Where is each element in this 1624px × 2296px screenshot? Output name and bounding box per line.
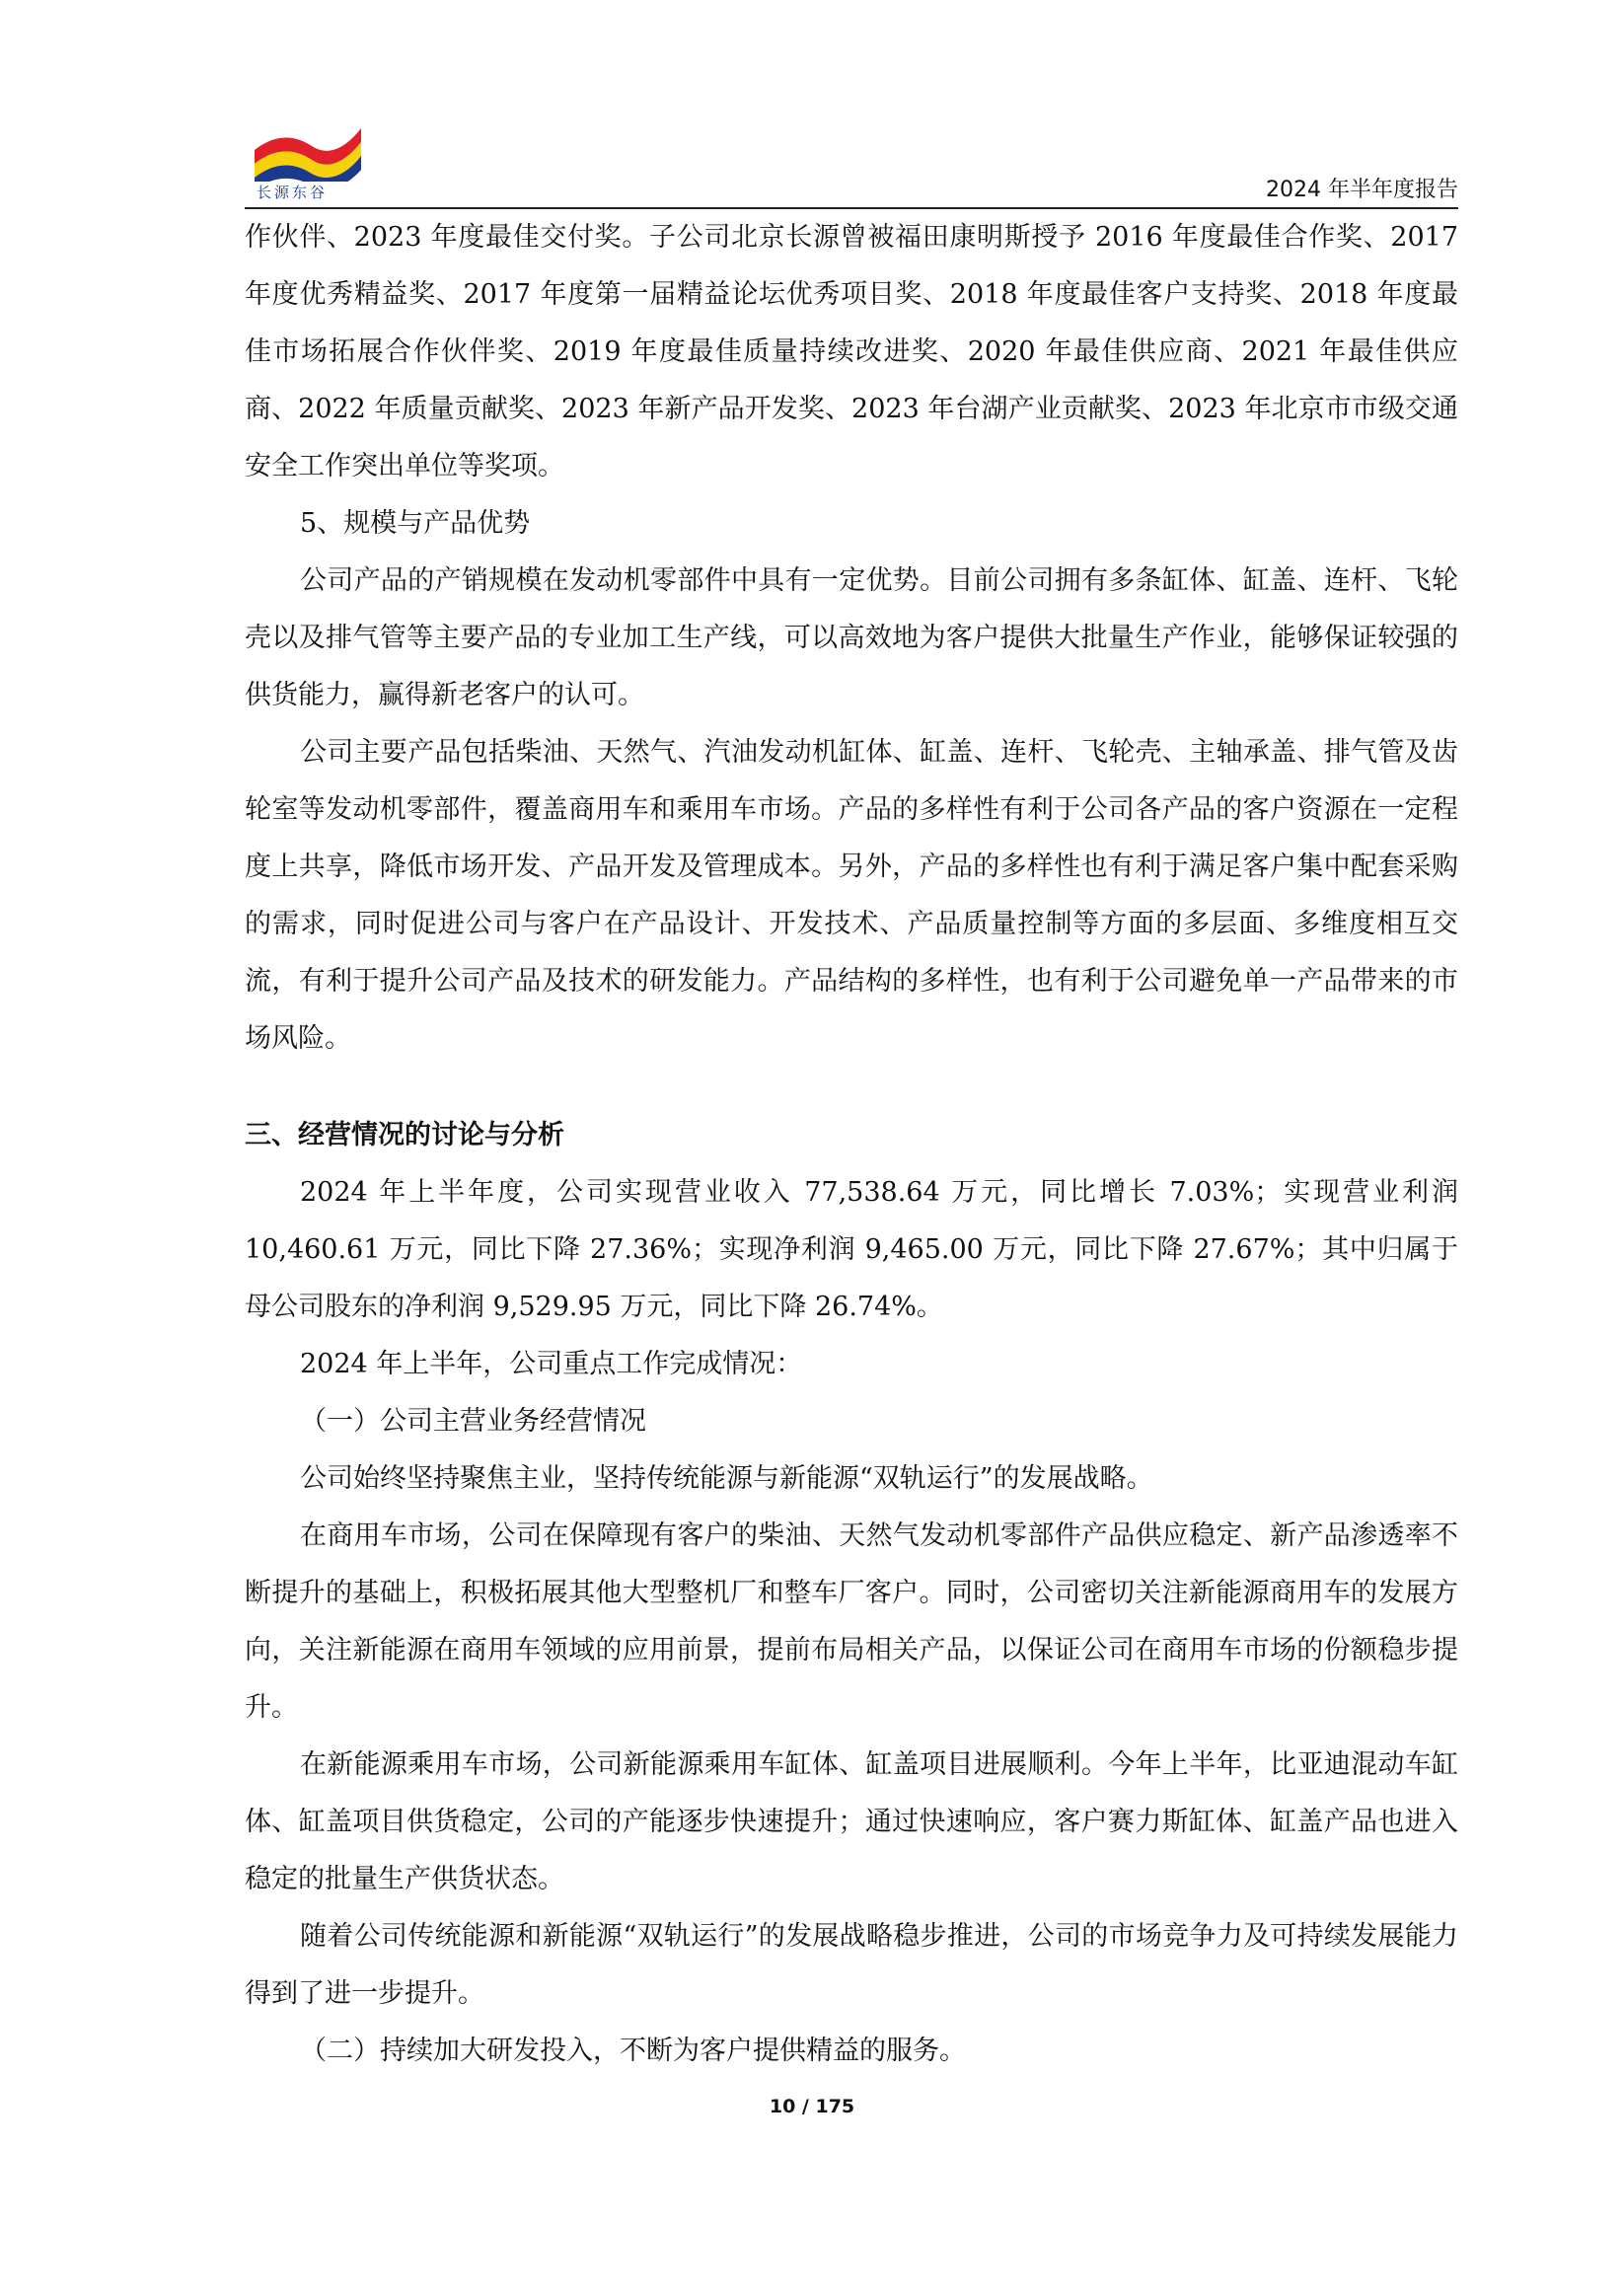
paragraph-commercial-vehicle: 在商用车市场，公司在保障现有客户的柴油、天然气发动机零部件产品供应稳定、新产品渗透率不断提升的基础上，积极拓展其他大型整机厂和整车厂客户。同时，公司密切关注新能源商用车的发展方向，关注新能源在商用车领域的应用前景，提前布局相关产品，以保证公司在商用车市场的份额稳步提升。 — [245, 1520, 1458, 1723]
subheading-scale-advantage: 5、规模与产品优势 — [300, 508, 531, 539]
report-title: 2024 年半年度报告 — [1266, 178, 1458, 202]
logo-graphic — [251, 116, 369, 182]
page-header — [245, 116, 1458, 209]
document-body — [245, 209, 1458, 2080]
paragraph-products: 公司主要产品包括柴油、天然气、汽油发动机缸体、缸盖、连杆、飞轮壳、主轴承盖、排气管及齿轮室等发动机零部件，覆盖商用车和乘用车市场。产品的多样性有利于公司各产品的客户资源在一定程度上共享，降低市场开发、产品开发及管理成本。另外，产品的多样性也有利于满足客户集中配套采购的需求，同时促进公司与客户在产品设计、开发技术、产品质量控制等方面的多层面、多维度相互交流，有利于提升公司产品及技术的研发能力。产品结构的多样性，也有利于公司避免单一产品带来的市场风险。 — [245, 737, 1458, 1054]
paragraph-scale: 公司产品的产销规模在发动机零部件中具有一定优势。目前公司拥有多条缸体、缸盖、连杆、飞轮壳以及排气管等主要产品的专业加工生产线，可以高效地为客户提供大批量生产作业，能够保证较强的供货能力，赢得新老客户的认可。 — [245, 565, 1458, 710]
paragraph-key-work-intro: 2024 年上半年，公司重点工作完成情况： — [300, 1349, 803, 1379]
company-logo — [251, 116, 377, 201]
paragraph-competitiveness: 随着公司传统能源和新能源“双轨运行”的发展战略稳步推进，公司的市场竞争力及可持续发展能力得到了进一步提升。 — [245, 1921, 1458, 2009]
section-title-operations: 三、经营情况的讨论与分析 — [245, 1120, 564, 1150]
paragraph-financial-results: 2024 年上半年度，公司实现营业收入 77,538.64 万元，同比增长 7.03%；实现营业利润 10,460.61 万元，同比下降 27.36%；实现净利润 9,465.00 万元，同比下降 27.67%；其中归属于母公司股东的净利润 9,529.95 万元，同比下降 26.74%。 — [245, 1177, 1458, 1322]
paragraph-new-energy-passenger: 在新能源乘用车市场，公司新能源乘用车缸体、缸盖项目进展顺利。今年上半年，比亚迪混动车缸体、缸盖项目供货稳定，公司的产能逐步快速提升；通过快速响应，客户赛力斯缸体、缸盖产品也进入稳定的批量生产供货状态。 — [245, 1749, 1458, 1894]
subheading-main-business: （一）公司主营业务经营情况 — [300, 1406, 646, 1437]
page-number: 10 / 175 — [769, 2096, 855, 2117]
logo-text: 长源东谷 — [257, 184, 329, 201]
paragraph-strategy: 公司始终坚持聚焦主业，坚持传统能源与新能源“双轨运行”的发展战略。 — [300, 1463, 1153, 1494]
paragraph-awards-continued: 作伙伴、2023 年度最佳交付奖。子公司北京长源曾被福田康明斯授予 2016 年度最佳合作奖、2017 年度优秀精益奖、2017 年度第一届精益论坛优秀项目奖、2018 年度最佳客户支持奖、2018 年度最佳市场拓展合作伙伴奖、2019 年度最佳质量持续改进奖、2020 年最佳供应商、2021 年最佳供应商、2022 年质量贡献奖、2023 年新产品开发奖、2023 年台湖产业贡献奖、2023 年北京市市级交通安全工作突出单位等奖项。 — [245, 222, 1458, 481]
subheading-rd-investment: （二）持续加大研发投入，不断为客户提供精益的服务。 — [300, 2036, 966, 2066]
